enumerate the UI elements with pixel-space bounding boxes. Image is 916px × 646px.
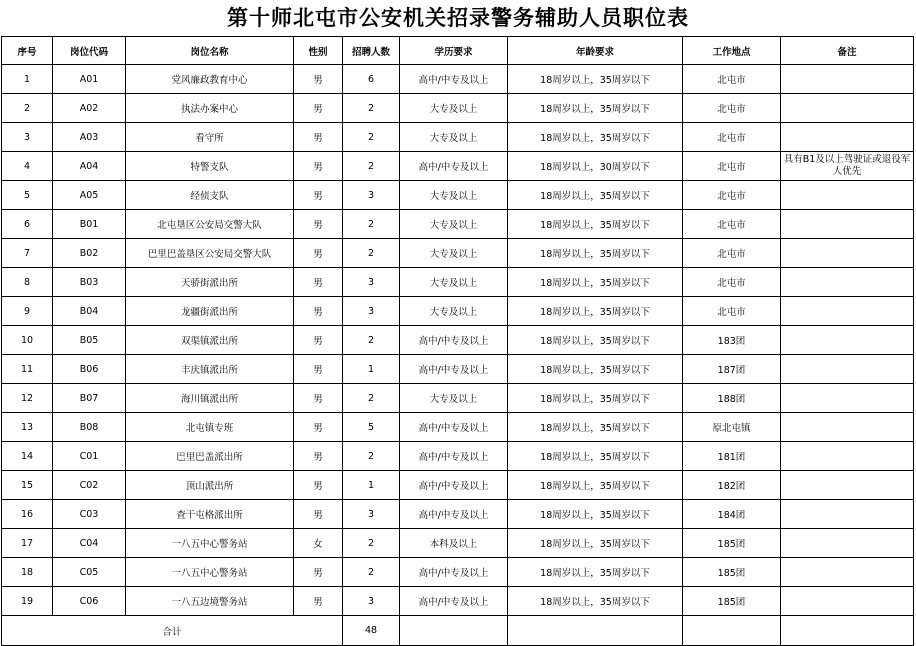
cell-col-remarks [781, 442, 914, 471]
cell-col-index: 16 [2, 500, 53, 529]
table-row [2, 587, 914, 616]
cell-col-count: 2 [343, 210, 400, 239]
cell-col-gender: 男 [294, 123, 343, 152]
cell-col-age: 18周岁以上，35周岁以下 [508, 94, 683, 123]
cell-col-education: 大专及以上 [400, 210, 508, 239]
cell-col-gender: 男 [294, 181, 343, 210]
cell-col-index: 9 [2, 297, 53, 326]
cell-col-remarks [781, 326, 914, 355]
cell-col-location: 北屯市 [683, 123, 781, 152]
cell-col-remarks [781, 94, 914, 123]
cell-col-remarks: 具有B1及以上驾驶证或退役军人优先 [781, 152, 914, 181]
table-row [2, 413, 914, 442]
cell-col-index: 7 [2, 239, 53, 268]
table-row [2, 94, 914, 123]
cell-col-age: 18周岁以上，35周岁以下 [508, 123, 683, 152]
total-empty-cell [781, 616, 914, 646]
cell-col-gender: 男 [294, 65, 343, 94]
cell-col-location: 北屯市 [683, 268, 781, 297]
cell-col-location: 北屯市 [683, 94, 781, 123]
cell-col-index: 5 [2, 181, 53, 210]
cell-col-position: 双渠镇派出所 [126, 326, 294, 355]
cell-col-count: 3 [343, 268, 400, 297]
total-label: 合计 [2, 616, 343, 646]
cell-col-position: 一八五中心警务站 [126, 558, 294, 587]
cell-col-position: 看守所 [126, 123, 294, 152]
cell-col-index: 18 [2, 558, 53, 587]
cell-col-count: 6 [343, 65, 400, 94]
cell-col-age: 18周岁以上，35周岁以下 [508, 181, 683, 210]
cell-col-gender: 男 [294, 558, 343, 587]
header-col-age: 年龄要求 [508, 37, 683, 65]
cell-col-age: 18周岁以上，35周岁以下 [508, 442, 683, 471]
table-row [2, 471, 914, 500]
total-empty-cell [400, 616, 508, 646]
cell-col-code: B05 [53, 326, 126, 355]
table-row [2, 268, 914, 297]
cell-col-gender: 男 [294, 297, 343, 326]
cell-col-education: 大专及以上 [400, 384, 508, 413]
cell-col-remarks [781, 500, 914, 529]
cell-col-remarks [781, 210, 914, 239]
cell-col-education: 大专及以上 [400, 94, 508, 123]
table-row [2, 442, 914, 471]
cell-col-count: 1 [343, 355, 400, 384]
cell-col-code: C04 [53, 529, 126, 558]
cell-col-count: 5 [343, 413, 400, 442]
cell-col-code: C03 [53, 500, 126, 529]
cell-col-position: 经侦支队 [126, 181, 294, 210]
cell-col-education: 高中/中专及以上 [400, 442, 508, 471]
table-row [2, 326, 914, 355]
cell-col-position: 巴里巴盖垦区公安局交警大队 [126, 239, 294, 268]
cell-col-age: 18周岁以上，35周岁以下 [508, 529, 683, 558]
cell-col-position: 査干屯格派出所 [126, 500, 294, 529]
cell-col-position: 特警支队 [126, 152, 294, 181]
cell-col-code: B08 [53, 413, 126, 442]
cell-col-code: A05 [53, 181, 126, 210]
cell-col-position: 执法办案中心 [126, 94, 294, 123]
cell-col-remarks [781, 239, 914, 268]
cell-col-education: 高中/中专及以上 [400, 152, 508, 181]
cell-col-age: 18周岁以上，35周岁以下 [508, 239, 683, 268]
cell-col-count: 2 [343, 529, 400, 558]
cell-col-remarks [781, 413, 914, 442]
cell-col-remarks [781, 587, 914, 616]
table-row [2, 65, 914, 94]
cell-col-index: 1 [2, 65, 53, 94]
cell-col-index: 3 [2, 123, 53, 152]
cell-col-location: 185团 [683, 558, 781, 587]
cell-col-gender: 男 [294, 355, 343, 384]
cell-col-age: 18周岁以上，35周岁以下 [508, 210, 683, 239]
cell-col-location: 181团 [683, 442, 781, 471]
cell-col-code: C02 [53, 471, 126, 500]
cell-col-education: 高中/中专及以上 [400, 471, 508, 500]
cell-col-index: 11 [2, 355, 53, 384]
cell-col-position: 龙疆街派出所 [126, 297, 294, 326]
cell-col-position: 北屯垦区公安局交警大队 [126, 210, 294, 239]
cell-col-gender: 男 [294, 413, 343, 442]
cell-col-education: 高中/中专及以上 [400, 355, 508, 384]
cell-col-remarks [781, 384, 914, 413]
cell-col-gender: 男 [294, 384, 343, 413]
positions-table [1, 36, 914, 646]
table-row [2, 558, 914, 587]
cell-col-gender: 男 [294, 94, 343, 123]
cell-col-code: C06 [53, 587, 126, 616]
header-col-index: 序号 [2, 37, 53, 65]
cell-col-gender: 男 [294, 471, 343, 500]
cell-col-gender: 男 [294, 587, 343, 616]
cell-col-education: 高中/中专及以上 [400, 326, 508, 355]
cell-col-gender: 男 [294, 268, 343, 297]
cell-col-count: 2 [343, 384, 400, 413]
cell-col-remarks [781, 471, 914, 500]
cell-col-gender: 女 [294, 529, 343, 558]
cell-col-code: B01 [53, 210, 126, 239]
total-row [2, 616, 914, 646]
cell-col-location: 北屯市 [683, 181, 781, 210]
cell-col-count: 2 [343, 326, 400, 355]
cell-col-count: 2 [343, 558, 400, 587]
header-col-remarks: 备注 [781, 37, 914, 65]
table-row [2, 297, 914, 326]
cell-col-education: 高中/中专及以上 [400, 558, 508, 587]
cell-col-index: 8 [2, 268, 53, 297]
cell-col-code: C05 [53, 558, 126, 587]
cell-col-code: A04 [53, 152, 126, 181]
cell-col-code: B03 [53, 268, 126, 297]
cell-col-location: 北屯市 [683, 152, 781, 181]
cell-col-index: 4 [2, 152, 53, 181]
cell-col-gender: 男 [294, 442, 343, 471]
cell-col-position: 海川镇派出所 [126, 384, 294, 413]
cell-col-code: B02 [53, 239, 126, 268]
cell-col-age: 18周岁以上，35周岁以下 [508, 413, 683, 442]
table-body [2, 65, 914, 616]
cell-col-remarks [781, 355, 914, 384]
cell-col-location: 185团 [683, 529, 781, 558]
cell-col-count: 1 [343, 471, 400, 500]
cell-col-count: 2 [343, 239, 400, 268]
cell-col-count: 2 [343, 152, 400, 181]
header-col-count: 招聘人数 [343, 37, 400, 65]
cell-col-index: 13 [2, 413, 53, 442]
header-row [2, 37, 914, 65]
table-row [2, 500, 914, 529]
header-col-position: 岗位名称 [126, 37, 294, 65]
cell-col-code: B04 [53, 297, 126, 326]
cell-col-count: 3 [343, 500, 400, 529]
cell-col-code: B07 [53, 384, 126, 413]
cell-col-index: 2 [2, 94, 53, 123]
cell-col-position: 天骄街派出所 [126, 268, 294, 297]
cell-col-count: 3 [343, 297, 400, 326]
cell-col-age: 18周岁以上，35周岁以下 [508, 558, 683, 587]
cell-col-remarks [781, 181, 914, 210]
cell-col-position: 丰庆镇派出所 [126, 355, 294, 384]
cell-col-education: 高中/中专及以上 [400, 587, 508, 616]
header-col-location: 工作地点 [683, 37, 781, 65]
header-col-code: 岗位代码 [53, 37, 126, 65]
cell-col-age: 18周岁以上，35周岁以下 [508, 500, 683, 529]
cell-col-location: 182团 [683, 471, 781, 500]
table-title: 第十师北屯市公安机关招录警务辅助人员职位表 [227, 5, 689, 30]
cell-col-remarks [781, 297, 914, 326]
cell-col-position: 顶山派出所 [126, 471, 294, 500]
cell-col-position: 一八五边境警务站 [126, 587, 294, 616]
total-count: 48 [343, 616, 400, 646]
cell-col-age: 18周岁以上，35周岁以下 [508, 471, 683, 500]
cell-col-gender: 男 [294, 152, 343, 181]
cell-col-location: 188团 [683, 384, 781, 413]
cell-col-remarks [781, 65, 914, 94]
table-row [2, 123, 914, 152]
cell-col-education: 大专及以上 [400, 123, 508, 152]
cell-col-age: 18周岁以上，35周岁以下 [508, 587, 683, 616]
cell-col-location: 185团 [683, 587, 781, 616]
table-row [2, 355, 914, 384]
cell-col-remarks [781, 268, 914, 297]
cell-col-code: C01 [53, 442, 126, 471]
table-row [2, 181, 914, 210]
cell-col-location: 原北屯镇 [683, 413, 781, 442]
cell-col-age: 18周岁以上，30周岁以下 [508, 152, 683, 181]
cell-col-index: 15 [2, 471, 53, 500]
cell-col-location: 北屯市 [683, 297, 781, 326]
cell-col-position: 北屯镇专班 [126, 413, 294, 442]
cell-col-education: 高中/中专及以上 [400, 65, 508, 94]
cell-col-remarks [781, 529, 914, 558]
cell-col-code: A01 [53, 65, 126, 94]
cell-col-code: A02 [53, 94, 126, 123]
cell-col-remarks [781, 558, 914, 587]
cell-col-position: 党风廉政教育中心 [126, 65, 294, 94]
cell-col-age: 18周岁以上，35周岁以下 [508, 384, 683, 413]
cell-col-gender: 男 [294, 500, 343, 529]
cell-col-location: 北屯市 [683, 65, 781, 94]
cell-col-index: 14 [2, 442, 53, 471]
table-row [2, 529, 914, 558]
cell-col-index: 17 [2, 529, 53, 558]
table-row [2, 384, 914, 413]
cell-col-location: 184团 [683, 500, 781, 529]
cell-col-code: A03 [53, 123, 126, 152]
header-col-education: 学历要求 [400, 37, 508, 65]
cell-col-education: 大专及以上 [400, 297, 508, 326]
cell-col-count: 2 [343, 123, 400, 152]
table-row [2, 210, 914, 239]
cell-col-index: 10 [2, 326, 53, 355]
cell-col-count: 2 [343, 94, 400, 123]
cell-col-education: 大专及以上 [400, 239, 508, 268]
cell-col-gender: 男 [294, 210, 343, 239]
header-col-gender: 性别 [294, 37, 343, 65]
table-row [2, 239, 914, 268]
cell-col-code: B06 [53, 355, 126, 384]
total-empty-cell [508, 616, 683, 646]
cell-col-age: 18周岁以上，35周岁以下 [508, 268, 683, 297]
cell-col-location: 187团 [683, 355, 781, 384]
cell-col-education: 本科及以上 [400, 529, 508, 558]
cell-col-location: 183团 [683, 326, 781, 355]
cell-col-count: 2 [343, 442, 400, 471]
cell-col-location: 北屯市 [683, 239, 781, 268]
cell-col-gender: 男 [294, 239, 343, 268]
total-empty-cell [683, 616, 781, 646]
cell-col-age: 18周岁以上，35周岁以下 [508, 65, 683, 94]
cell-col-count: 3 [343, 181, 400, 210]
cell-col-index: 12 [2, 384, 53, 413]
cell-col-age: 18周岁以上，35周岁以下 [508, 355, 683, 384]
cell-col-index: 6 [2, 210, 53, 239]
cell-col-education: 高中/中专及以上 [400, 413, 508, 442]
cell-col-gender: 男 [294, 326, 343, 355]
cell-col-education: 大专及以上 [400, 181, 508, 210]
cell-col-position: 一八五中心警务站 [126, 529, 294, 558]
cell-col-count: 3 [343, 587, 400, 616]
cell-col-education: 高中/中专及以上 [400, 500, 508, 529]
cell-col-location: 北屯市 [683, 210, 781, 239]
table-row [2, 152, 914, 181]
cell-col-age: 18周岁以上，35周岁以下 [508, 297, 683, 326]
cell-col-position: 巴里巴盖派出所 [126, 442, 294, 471]
cell-col-index: 19 [2, 587, 53, 616]
cell-col-remarks [781, 123, 914, 152]
cell-col-education: 大专及以上 [400, 268, 508, 297]
cell-col-age: 18周岁以上，35周岁以下 [508, 326, 683, 355]
